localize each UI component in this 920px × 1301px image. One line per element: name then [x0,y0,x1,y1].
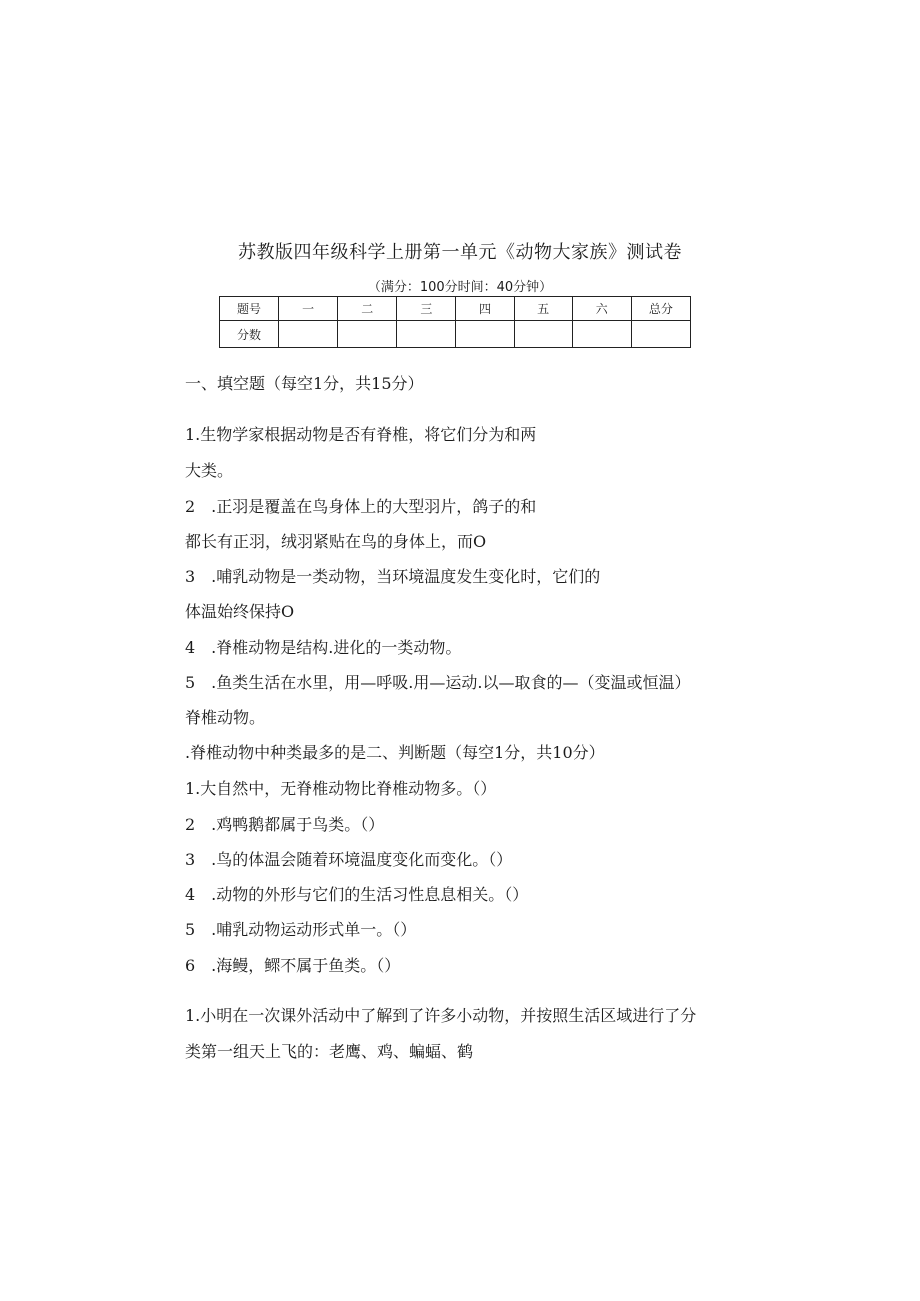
page-title: 苏教版四年级科学上册第一单元《动物大家族》测试卷 [238,242,682,263]
score-table-header-row [220,297,691,321]
question-line: 5 .哺乳动物运动形式单一。（） [185,920,417,939]
row-label-score: 分数 [220,321,279,348]
score-cell-6 [572,321,631,348]
question-line: 1.生物学家根据动物是否有脊椎，将它们分为和两 [185,425,537,444]
header-cell-5: 五 [514,297,572,321]
header-cell-2: 二 [338,297,397,321]
section-heading-fill-in: 一、填空题（每空1分，共15分） [185,374,424,393]
score-cell-1 [279,321,338,348]
section-heading-true-false: .脊椎动物中种类最多的是二、判断题（每空1分，共10分） [185,743,605,762]
question-line: 大类。 [185,461,234,480]
question-line: 2 .鸡鸭鹅都属于鸟类。（） [185,815,385,834]
score-cell-2 [338,321,397,348]
score-cell-3 [397,321,456,348]
question-line: 3 .鸟的体温会随着环境温度变化而变化。（） [185,850,513,869]
question-line: 5 .鱼类生活在水里，用—呼吸.用—运动.以—取食的—（变温或恒温） [185,673,691,692]
question-line: 脊椎动物。 [185,708,266,727]
question-line: 1.大自然中，无脊椎动物比脊椎动物多。（） [185,779,497,798]
question-line: 4 .脊椎动物是结构.进化的一类动物。 [185,638,462,657]
header-cell-6: 六 [572,297,631,321]
question-line: 4 .动物的外形与它们的生活习性息息相关。（） [185,885,529,904]
score-cell-total [631,321,690,348]
question-line: 2 .正羽是覆盖在鸟身体上的大型羽片，鸽子的和 [185,497,537,516]
score-cell-5 [514,321,572,348]
header-cell-4: 四 [456,297,514,321]
question-line: 6 .海鳗，鳏不属于鱼类。（） [185,956,401,975]
score-table-score-row [220,321,691,348]
header-cell-question-number: 题号 [220,297,279,321]
question-line: 都长有正羽，绒羽紧贴在鸟的身体上，而O [185,532,487,551]
question-line: 1.小明在一次课外活动中了解到了许多小动物，并按照生活区域进行了分 [185,1006,697,1025]
header-cell-1: 一 [279,297,338,321]
question-line: 类第一组天上飞的：老鹰、鸡、蝙蝠、鹤 [185,1042,474,1061]
score-table [219,296,691,348]
score-cell-4 [456,321,514,348]
question-line: 体温始终保持O [185,602,295,621]
header-cell-total: 总分 [631,297,690,321]
header-cell-3: 三 [397,297,456,321]
question-line: 3 .哺乳动物是一类动物，当环境温度发生变化时，它们的 [185,567,601,586]
exam-info: （满分：100分时间：40分钟） [367,280,553,295]
